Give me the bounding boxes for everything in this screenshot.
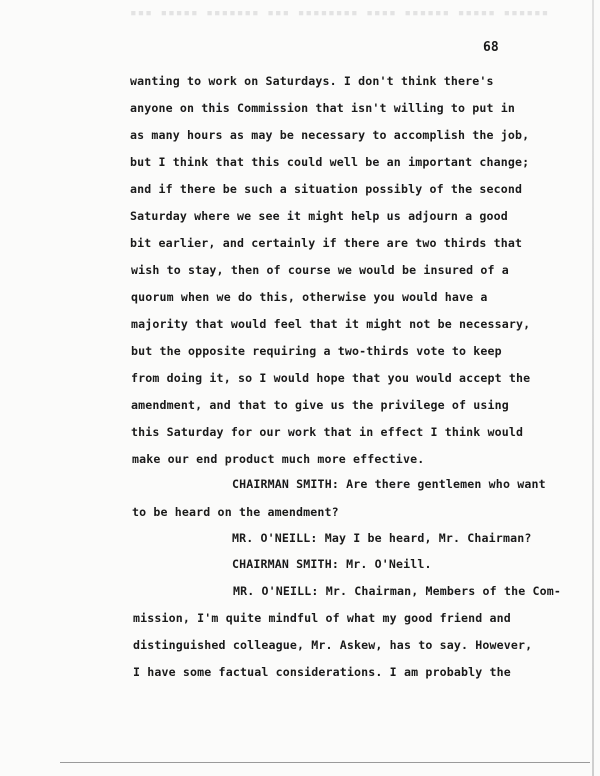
text-line: but I think that this could well be an important change; — [130, 155, 530, 169]
text-line: this Saturday for our work that in effect I think would — [131, 425, 524, 439]
text-line: majority that would feel that it might not be necessary, — [131, 317, 531, 331]
speaker-line: MR. O'NEILL: May I be heard, Mr. Chairman? — [232, 531, 532, 545]
text-line: mission, I'm quite mindful of what my good friend and — [133, 611, 511, 625]
speaker-line: MR. O'NEILL: Mr. Chairman, Members of the Com- — [233, 584, 561, 598]
speaker-line: CHAIRMAN SMITH: Are there gentlemen who want — [232, 477, 546, 491]
text-line: distinguished colleague, Mr. Askew, has to say. However, — [133, 638, 533, 652]
show-through-text: ▪▪▪ ▪▪▪▪▪ ▪▪▪▪▪▪▪ ▪▪▪ ▪▪▪▪▪▪▪▪ ▪▪▪▪ ▪▪▪▪▪▪ ▪▪▪▪▪ ▪▪▪▪▪▪ — [130, 6, 550, 16]
page-number: 68 — [483, 40, 499, 55]
text-line: wanting to work on Saturdays. I don't think there's — [130, 74, 494, 88]
text-line: make our end product much more effective. — [132, 452, 425, 466]
page-edge-shadow — [592, 0, 594, 776]
text-line: bit earlier, and certainly if there are two thirds that — [130, 236, 523, 250]
bottom-rule — [60, 762, 590, 763]
text-line: I have some factual considerations. I am probably the — [133, 665, 511, 679]
text-line: wish to stay, then of course we would be insured of a — [131, 263, 509, 277]
text-line: quorum when we do this, otherwise you would have a — [131, 290, 488, 304]
text-line: as many hours as may be necessary to accomplish the job, — [130, 128, 530, 142]
text-line: amendment, and that to give us the privilege of using — [131, 398, 509, 412]
text-line: from doing it, so I would hope that you would accept the — [131, 371, 531, 385]
text-line: Saturday where we see it might help us adjourn a good — [130, 209, 508, 223]
speaker-line: CHAIRMAN SMITH: Mr. O'Neill. — [232, 557, 432, 571]
text-line: but the opposite requiring a two-thirds vote to keep — [131, 344, 502, 358]
text-line: and if there be such a situation possibly of the second — [130, 182, 523, 196]
text-line: to be heard on the amendment? — [132, 505, 339, 519]
text-line: anyone on this Commission that isn't willing to put in — [130, 101, 516, 115]
